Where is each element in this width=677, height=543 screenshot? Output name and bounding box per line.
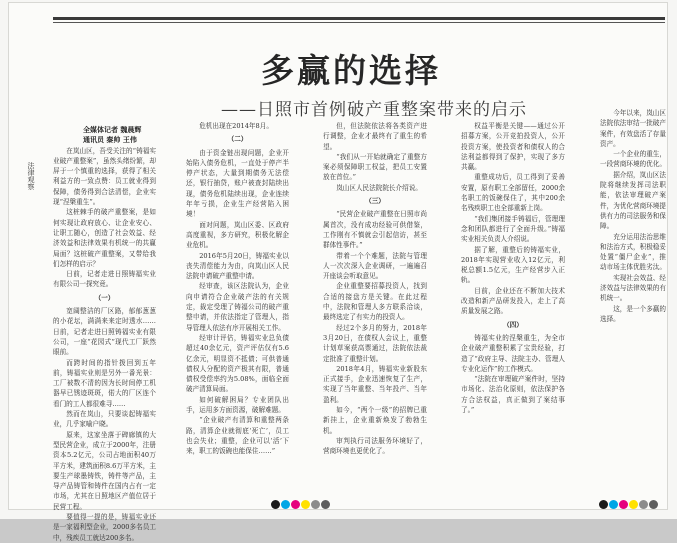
article-paragraph: 危机出现在2014年8月。 — [199, 122, 273, 130]
article-paragraph: 企业重整要招募投资人，找到合适的接盘方是关键。在此过程中，法院和管理人多方联系洽谈，最终选定了有实力的投资人。 — [323, 282, 427, 322]
top-rule-thin — [53, 22, 665, 23]
article-paragraph: 经过2个多月的努力，2018年3月20日，在债权人会议上，重整计划草案获高票通过，法院依法裁定批准了重整计划。 — [323, 323, 427, 363]
article-paragraph: 审判执行司法服务环境好了，营商环境也更优化了。 — [323, 436, 427, 456]
article-paragraph: 面对问题，岚山区委、区政府高度重视，多方研究，积极化解企业危机。 — [186, 220, 289, 250]
color-swatch — [599, 500, 608, 509]
article-paragraph: 2018年4月，铸福实业新股东正式接手，企业迅速恢复了生产，实现了当年重整、当年投产、当年盈利。 — [323, 364, 427, 404]
color-registration-right — [599, 500, 658, 509]
article-paragraph: 这桩棘手的破产重整案，是如何实现让政府放心、让企业安心、让职工随心，创造了社会效益、经济效益和法律效果有机统一的共赢局面？这桩破产重整案，又带给我们怎样的启示？ — [53, 208, 156, 268]
article-paragraph: “民营企业破产重整在日照市尚属首次，没有成功经验可供借鉴，工作刚有不慎就会引起信访，甚至群体性事件。” — [323, 210, 427, 250]
article-paragraph: 日前，记者走进日照铸福实业有限公司一探究竟。 — [53, 270, 156, 289]
newspaper-page — [8, 2, 668, 542]
side-tab: 法律观察 — [27, 162, 35, 190]
color-swatch — [649, 500, 658, 509]
article-paragraph: 权益平衡是关键——通过公开招募方案，公开竞拍投资人，公开投资方案，使投资者和债权人的合法利益都得到了保护，实现了多方共赢。 — [461, 122, 565, 172]
section-heading: （三） — [365, 197, 385, 206]
article-paragraph: 由于资金链出现问题，企业开始陷入债务危机，一直处于停产半停产状态，大量到期债务无法偿还，银行抽贷，账户被查封陆续出现，债务危机陆续出现，企业连续年年亏损，企业生产经营陷入困境！ — [186, 148, 289, 219]
article-paragraph: 如今，“两个一级”的招牌已重新挂上，企业重新焕发了勃勃生机。 — [323, 406, 427, 435]
color-swatch — [291, 500, 300, 509]
color-registration-left — [271, 500, 330, 509]
section-heading: （四） — [503, 320, 523, 329]
article-paragraph: 充分运用法治思维和法治方式，积极稳妥处置“僵尸企业”，推动市场主体优胜劣汰。 — [600, 232, 666, 272]
article-paragraph: 今年以来，岚山区法院依法审结一批破产案件，有效盘活了存量资产。 — [600, 109, 666, 148]
color-swatch — [311, 500, 320, 509]
headline: 多赢的选择 — [261, 51, 441, 90]
color-swatch — [629, 500, 638, 509]
article-paragraph: 原来，这家坐落于碑廊镇的大型民营企业，成立于2000年，注册资本5.2亿元，公司占地面积40万平方米，建筑面积8.6万平方米，主要生产球墨铸铁，铸件等产品，主导产品铸管和铸件在国内占有一定市场，尤其在日照地区产值位居于民营工程。 — [53, 430, 156, 511]
article-paragraph: 带着一个个难题，法院与管理人一次次深入企业调研，一遍遍召开座谈会听取意见。 — [323, 251, 427, 281]
article-paragraph: 铸福实业的涅槃重生，为全市企业破产重整积累了宝贵经验，打造了“政府主导、法院主办、管理人专业化运作”的工作模式。 — [461, 333, 565, 373]
article-paragraph: 宽阔整洁的厂区路，郁郁葱葱的小花坛，满满来来定时透水……日前，记者走进日照铸福实业有限公司，一座“花园式”现代工厂跃然眼前。 — [53, 307, 156, 357]
article-paragraph: 一个企业的重生，一段营商环境的优化。 — [600, 150, 666, 169]
article-paragraph: “企业破产有清算和重整两条路，清算企业就彻底‘死亡’，员工也会失业；重整，企业可以‘活’下来，职工的饭碗也能保住……” — [186, 416, 289, 456]
article-paragraph: 目前，企业还在不断加大技术改造和新产品研发投入，走上了高质量发展之路。 — [461, 286, 565, 316]
article-paragraph: 据介绍，岚山区法院将继续发挥司法职能，依法审理破产案件，为优化营商环境提供有力的司法服务和保障。 — [600, 170, 666, 231]
column-5 — [600, 108, 666, 488]
byline-reporter: 全媒体记者 魏晨辉 — [83, 125, 142, 134]
top-rule — [53, 17, 665, 20]
column-2 — [186, 121, 289, 501]
article-paragraph: 然而在岚山，只要谈起铸福实业，几乎家喻户晓。 — [53, 410, 156, 429]
subheadline: ——日照市首例破产重整案带来的启示 — [221, 100, 527, 120]
article-paragraph: 实现社会效益、经济效益与法律效果的有机统一。 — [600, 273, 666, 303]
article-paragraph: 岚山区人民法院院长介绍说。 — [336, 183, 422, 192]
article-paragraph: “我们集团接手铸福后，管理理念和团队都进行了全面升级。”铸福实业相关负责人介绍说。 — [461, 214, 565, 244]
article-paragraph: 在岚山区，吾受关注的“铸福实业破产重整案”，虽然头绪纷繁，却屏于一个慎重的选择，获得了相关利益方的一致点赞：员工就业得到保障，债务得到合法清偿，企业实现“涅槃重生”。 — [53, 146, 156, 207]
article-paragraph: 2016年5月20日，铸福实业以丧失清偿能力为由，向岚山区人民法院申请破产重整申请。 — [186, 251, 289, 281]
column-1 — [53, 121, 156, 542]
article-paragraph: 重整成功后，员工得到了妥善安置，原有职工全部留任，2000余名职工的饭碗保住了，其中200余名残疾职工也全部重新上岗。 — [461, 173, 565, 213]
article-paragraph: 要值得一提的是，铸福实业还是一家福利型企业，2000多名员工中，残疾员工就达200多名。 — [53, 512, 156, 542]
color-swatch — [639, 500, 648, 509]
article-paragraph: 经审计评估，铸福实业总负债超过40余亿元，资产评估仅有5.6亿余元，明显资不抵债；可供普通债权人分配的资产极其有限，普通债权受偿率约为5.08%，面临全面破产清算局面。 — [186, 333, 289, 394]
color-swatch — [321, 500, 330, 509]
section-heading: （一） — [94, 293, 115, 302]
section-heading: （二） — [227, 135, 248, 144]
article-paragraph: 据了解，重整后的铸福实业，2018年实现营业收入12亿元，利税总额1.5亿元，生产经营步入正轨。 — [461, 245, 565, 285]
color-swatch — [271, 500, 280, 509]
article-paragraph: “我们从一开始就确定了重整方案必须保障职工权益，把员工安置放在首位。” — [323, 152, 427, 182]
column-3 — [323, 121, 427, 501]
byline-correspondent: 通讯员 秦帅 王伟 — [83, 135, 137, 145]
color-swatch — [281, 500, 290, 509]
color-swatch — [301, 500, 310, 509]
article-paragraph: 经审查，该区法院认为，企业向申请符合企业破产法的有关规定，裁定受理了铸福公司的破产重整申请，并依法指定了管理人，指导管理人依法有序开展相关工作。 — [186, 282, 289, 332]
article-paragraph: 而跨时间的指针拨回到五年前，铸福实业则是另外一番光景：工厂被数不清的因为长时间停工机器早已锈迹斑斑，偌大的厂区连个看门的工人都很难寻…… — [53, 358, 156, 408]
article-paragraph: “法院在审理破产案件时，坚持市场化、法治化原则，依法保护各方合法权益，真正做到了案结事了。” — [461, 375, 565, 415]
article-paragraph: 如何破解困局？专业团队出手，运用多方面资源，破解难题。 — [186, 395, 289, 415]
article-paragraph: 但，但法院依法将各类资产进行调整，企业才最终有了重生的希望。 — [323, 122, 427, 151]
color-swatch — [619, 500, 628, 509]
column-4 — [461, 121, 565, 501]
article-paragraph: 这，是一个多赢的选择。 — [600, 304, 666, 323]
color-swatch — [609, 500, 618, 509]
